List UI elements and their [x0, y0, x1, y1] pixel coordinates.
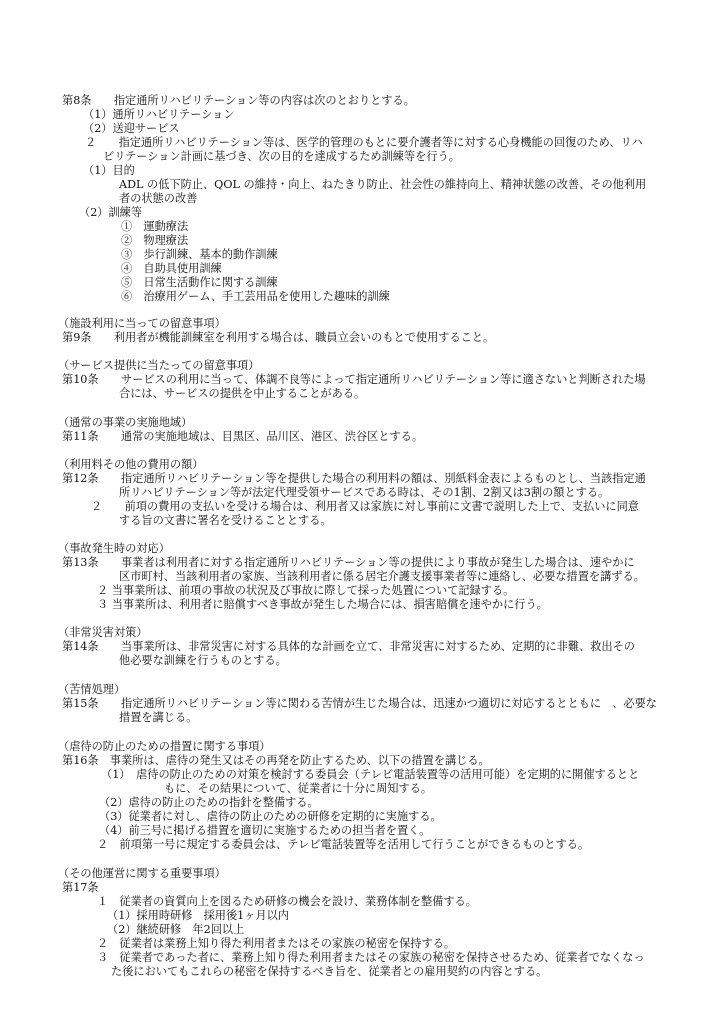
article-13-heading: （事故発生時の対応）: [58, 542, 170, 555]
article-15-line-1: 第15条 指定通所リハビリテーション等に関わる苦情が生じた場合は、迅速かつ適切に対応するとともに 、必要な: [62, 697, 657, 710]
article-17-line-5: ２ 従業者は業務上知り得た利用者またはその家族の秘密を保持する。: [97, 937, 456, 950]
article-17-line-2: １ 従業者の資質向上を図るため研修の機会を設け、業務体制を整備する。: [97, 895, 477, 908]
article-17-line-1: 第17条: [62, 881, 99, 894]
article-16-line-5: （3）従業者に対し、虐待の防止のための研修を定期的に実施する。: [99, 810, 442, 823]
article-17-line-7: た後においてもこれらの秘密を保持するべき旨を、従業者との雇用契約の内容とする。: [111, 965, 548, 978]
article-11-line-1: 第11条 通常の実施地域は、目黒区、品川区、港区、渋谷区とする。: [62, 430, 424, 443]
article-13-line-4: ３ 当事業所は、利用者に賠償すべき事故が発生した場合には、損害賠償を速やかに行う。: [97, 598, 548, 611]
purpose-heading: （1）目的: [83, 164, 135, 177]
article-16-line-2: （1） 虐待の防止のための対策を検討する委員会（テレビ電話装置等の活用可能）を定期的に開催するとと: [101, 768, 640, 781]
article-17-line-6: ３ 従業者であった者に、業務上知り得た利用者またはその家族の秘密を保持させるため、従業者でなくなっ: [97, 951, 645, 964]
purpose-line-2: 者の状態の改善: [119, 192, 198, 205]
training-item-1: ① 運動療法: [121, 220, 189, 233]
training-item-3: ③ 歩行訓練、基本的動作訓練: [121, 248, 278, 261]
article-14-line-1: 第14条 当事業所は、非常災害に対する具体的な計画を立て、非常災害に対するため、定期的に非難、救出その: [62, 640, 635, 653]
article-16-line-3: もに、その結果について、従業者に十分に周知する。: [164, 782, 433, 795]
training-item-5: ⑤ 日常生活動作に関する訓練: [121, 276, 278, 289]
article-14-heading: （非常災害対策）: [58, 626, 148, 639]
article-17-line-3: （1）採用時研修 採用後1ヶ月以内: [107, 909, 290, 922]
article-12-line-3: ２ 前項の費用の支払いを受ける場合は、利用者又は家族に対し事前に文書で説明した上で、支払いに同意: [91, 500, 639, 513]
article-14-line-2: 他必要な訓練を行うものとする。: [119, 654, 287, 667]
article-11-heading: （通常の事業の実施地域）: [58, 416, 193, 429]
article-8-para-2-line-1: ２ 指定通所リハビリテーション等は、医学的管理のもとに要介護者等に対する心身機能の回復のため、リハ: [85, 136, 643, 149]
article-13-line-1: 第13条 事業者は利用者に対する指定通所リハビリテーション等の提供により事故が発生した場合は、速やかに: [62, 556, 635, 569]
article-12-line-2: 所リハビリテーション等が法定代理受領サービスである時は、その1割、2割又は3割の額とする。: [119, 486, 610, 499]
article-8-title: 第8条 指定通所リハビリテーション等の内容は次のとおりとする。: [62, 94, 415, 107]
training-item-2: ② 物理療法: [121, 234, 189, 247]
article-8-item-2: （2）送迎サービス: [83, 122, 180, 135]
article-9-heading: （施設利用に当っての留意事項）: [58, 317, 226, 330]
article-10-heading: （サービス提供に当たっての留意事項）: [58, 359, 260, 372]
article-10-line-1: 第10条 サービスの利用に当って、体調不良等によって指定通所リハビリテーション等に適さないと判断された場: [62, 373, 646, 386]
training-item-6: ⑥ 治療用ゲーム、手工芸用品を使用した趣味的訓練: [121, 290, 390, 303]
article-13-line-2: 区市町村、当該利用者の家族、当該利用者に係る居宅介護支援事業者等に連絡し、必要な措置を講ずる。: [119, 570, 645, 583]
article-16-line-6: （4）前三号に掲げる措置を適切に実施するための担当者を置く。: [99, 824, 431, 837]
article-15-heading: （苦情処理）: [58, 683, 126, 696]
article-10-line-2: 合には、サービスの提供を中止することがある。: [119, 387, 366, 400]
article-17-heading: （その他運営に関する重要事項）: [58, 867, 226, 880]
article-17-line-4: （2）継続研修 年2回以上: [107, 923, 245, 936]
article-8-item-1: （1）通所リハビリテーション: [83, 108, 235, 121]
article-12-line-1: 第12条 指定通所リハビリテーション等を提供した場合の利用料の額は、別紙料金表によるものとし、当該指定通: [62, 472, 646, 485]
article-12-heading: （利用料その他の費用の額）: [58, 458, 204, 471]
article-9-line-1: 第9条 利用者が機能訓練室を利用する場合は、職員立会いのもとで使用すること。: [62, 331, 495, 344]
purpose-line-1: ADL の低下防止、QOL の維持・向上、ねたきり防止、社会性の維持向上、精神状態の改善、その他利用: [119, 178, 647, 191]
article-12-line-4: する旨の文書に署名を受けることとする。: [119, 514, 332, 527]
article-8-para-2-line-2: ビリテーション計画に基づき、次の目的を達成するため訓練等を行う。: [103, 150, 460, 163]
article-16-line-7: ２ 前項第一号に規定する委員会は、テレビ電話装置等を活用して行うことができるものとする。: [97, 838, 590, 851]
training-item-4: ④ 自助具使用訓練: [121, 262, 222, 275]
article-16-line-4: （2）虐待の防止のための指針を整備する。: [99, 796, 319, 809]
article-16-heading: （虐待の防止のための措置に関する事項）: [58, 740, 271, 753]
training-heading: （2）訓練等: [79, 206, 143, 219]
article-13-line-3: ２ 当事業所は、前項の事故の状況及び事故に際して採った処置について記録する。: [97, 584, 515, 597]
article-15-line-2: 措置を講じる。: [119, 711, 198, 724]
article-16-line-1: 第16条 事業所は、虐待の発生又はその再発を防止するため、以下の措置を講じる。: [62, 754, 490, 767]
